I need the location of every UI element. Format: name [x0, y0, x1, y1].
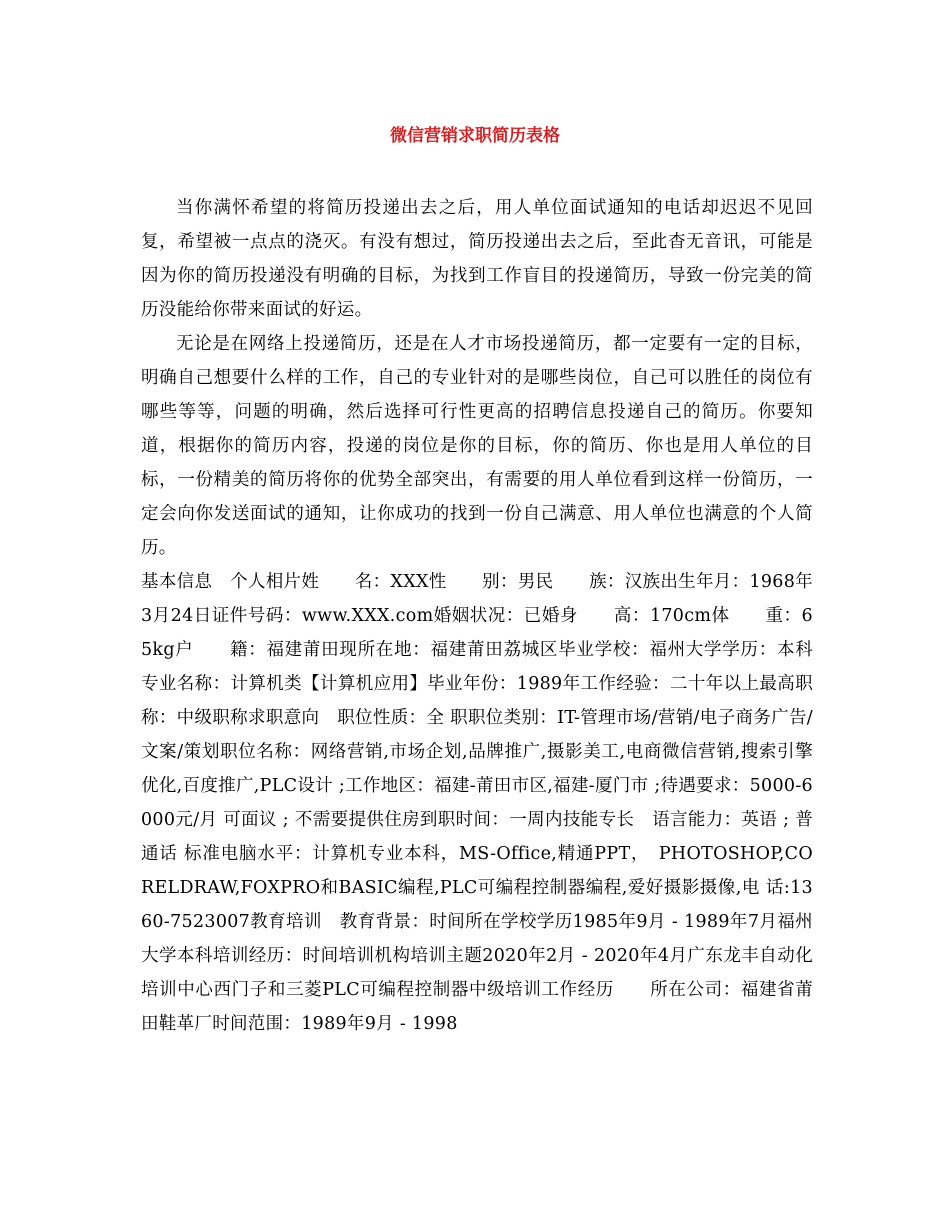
- document-body: [141, 191, 813, 1041]
- resume-details-text: 基本信息 个人相片姓 名：XXX性 别：男民 族：汉族出生年月：1968年3月24日证件号码：www.XXX.com婚姻状况：已婚身 高：170cm体 重：65kg户 籍：福建莆田现所在地：福建莆田荔城区毕业学校：福州大学学历：本科专业名称：计算机类【计算机应用】毕业年份：1989年工作经验：二十年以上最高职称：中级职称求职意向 职位性质：全 职职位类别：IT-管理市场/营销/电子商务广告/文案/策划职位名称：网络营销,市场企划,品牌推广,摄影美工,电商微信营销,搜索引擎优化,百度推广,PLC设计 ;工作地区：福建-莆田市区,福建-厦门市 ;待遇要求：5000-6000元/月 可面议 ; 不需要提供住房到职时间：一周内技能专长 语言能力：英语 ; 普通话 标准电脑水平：计算机专业本科，MS-Office,精通PPT， PHOTOSHOP,CORELDRAW,FOXPRO和BASIC编程,PLC可编程控制器编程,爱好摄影摄像,电 话:1360-7523007教育培训 教育背景：时间所在学校学历1985年9月 - 1989年7月福州大学本科培训经历：时间培训机构培训主题2020年2月 - 2020年4月广东龙丰自动化培训中心西门子和三菱PLC可编程控制器中级培训工作经历 所在公司：福建省莆田鞋革厂时间范围：1989年9月 - 1998: [141, 572, 813, 1034]
- intro-paragraph-1: 当你满怀希望的将简历投递出去之后，用人单位面试通知的电话却迟迟不见回复，希望被一点点的浇灭。有没有想过，简历投递出去之后，至此杳无音讯，可能是因为你的简历投递没有明确的目标，为找到工作盲目的投递简历，导致一份完美的简历没能给你带来面试的好运。: [141, 198, 813, 320]
- document-title: 微信营销求职简历表格: [390, 126, 560, 146]
- intro-paragraph-2: 无论是在网络上投递简历，还是在人才市场投递简历，都一定要有一定的目标，明确自己想要什么样的工作，自己的专业针对的是哪些岗位，自己可以胜任的岗位有哪些等等，问题的明确，然后选择可行性更高的招聘信息投递自己的简历。你要知道，根据你的简历内容，投递的岗位是你的目标，你的简历、你也是用人单位的目标，一份精美的简历将你的优势全部突出，有需要的用人单位看到这样一份简历，一定会向你发送面试的通知，让你成功的找到一份自己满意、用人单位也满意的个人简历。: [141, 334, 813, 558]
